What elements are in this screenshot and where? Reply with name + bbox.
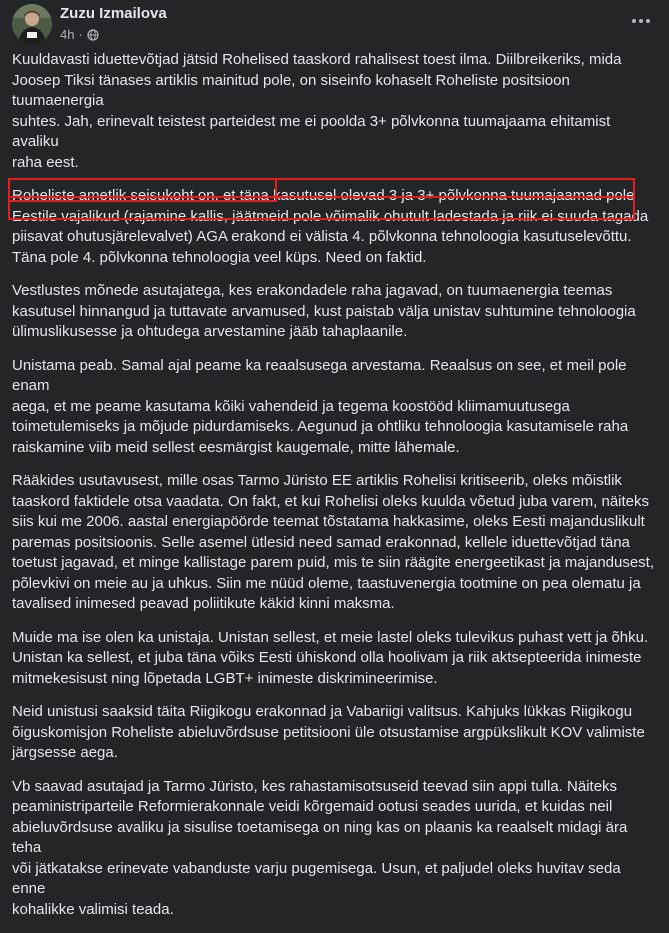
avatar-image: [12, 4, 52, 44]
post-header: [12, 4, 657, 44]
meta-separator: ·: [78, 27, 83, 42]
post-paragraph: Rääkides usutavusest, mille osas Tarmo Jüristo EE artiklis Rohelisi kritiseerib, oleks mõistlik taaskord faktidele otsa vaadata. On fakt, et kui Rohelisi oleks kuulda võetud juba varem, näiteks siis kui me 2006. aastal energiapöörde teemat tõstatama hakkasime, oleks Eesti majanduslikult paremas positsioonis. Selle asemel ütlesid need samad erakonnad, kellele iduettevõtjad täna toetust jagavad, et minge kallistage parem puid, mis te siin räägite energeetikast ja majandusest, põlevkivi on meie au ja uhkus. Siin me nüüd oleme, taastuvenergia tootmine on pea olematu ja tavalised inimesed peavad poliitikute käkid kinni maksma.: [12, 472, 655, 612]
more-horizontal-icon: [632, 19, 636, 23]
avatar[interactable]: [12, 4, 52, 44]
post-paragraph: Vb saavad asutajad ja Tarmo Jüristo, kes rahastamisotsuseid teevad siin appi tulla. Näiteks peaministriparteile Reformierakonnale veidi kõrgemaid ootusi seades uurida, et kuidas neil abieluvõrdsuse avaliku ja sisulise toetamisega on ning kas on plaanis ka reaalselt midagi ära teha või jätkatakse erinevate vabanduste varju pugemisega. Usun, et paljudel oleks huvitav seda enne kohalikke valimisi teada.: [12, 777, 628, 918]
more-dot: [639, 19, 643, 23]
post-meta: [60, 27, 99, 42]
post-time[interactable]: 4h: [60, 27, 75, 42]
post-paragraph: Vestlustes mõnede asutajatega, kes erakondadele raha jagavad, on tuumaenergia teemas kasutusel hinnangud ja tuttavate arvamused, kust paistab välja unistav suhtumine tehnoloogia ülimuslikusesse ja ohtudega arvestamine jääb tahaplaanile.: [12, 282, 636, 340]
author-name[interactable]: Zuzu Izmailova: [60, 5, 167, 22]
post-paragraph: Unistama peab. Samal ajal peame ka reaalsusega arvestama. Reaalsus on see, et meil pole enam aega, et me peame kasutama kõiki vahendeid ja tegema koostööd kliimamuutusega toimetulemiseks ja mõjude pidurdamiseks. Aegunud ja ohtliku tehnoloogia kasutamisele raha raiskamine viib meid sellest eesmärgist kaugemale, mitte lähemale.: [12, 356, 629, 456]
post-paragraph: Kuuldavasti iduettevõtjad jätsid Rohelised taaskord rahalisest toest ilma. Diilbreikeriks, mida Joosep Tiksi tänases artiklis mainitud pole, on siseinfo kohaselt Roheliste positsioon tuumaenergia suhtes. Jah, erinevalt teistest parteidest me ei poolda 3+ põlvkonna tuumajaama ehitamist avaliku raha eest.: [12, 51, 622, 171]
more-options-button[interactable]: [627, 10, 655, 32]
post-body: [12, 50, 657, 933]
post-paragraph: Roheliste ametlik seisukoht on, et täna kasutusel olevad 3 ja 3+ põlvkonna tuumajaamad pole Eestile vajalikud (rajamine kallis, jäätmeid pole võimalik ohutult ladestada ja riik ei suuda tagada piisavat ohutusjärelevalvet) AGA erakond ei välista 4. põlvkonna tehnoloogia kasutuselevõttu. Täna pole 4. põlvkonna tehnoloogia veel küps. Need on faktid.: [12, 187, 649, 266]
post-paragraph: Muide ma ise olen ka unistaja. Unistan sellest, et meie lastel oleks tulevikus puhast vett ja õhku. Unistan ka sellest, et juba täna võiks Eesti ühiskond olla hoolivam ja riik aktsepteerida inimeste mitmekesisust ning lõpetada LGBT+ inimeste diskrimineerimise.: [12, 628, 649, 687]
more-dot: [646, 19, 650, 23]
globe-icon[interactable]: [87, 29, 99, 41]
post-paragraph: Neid unistusi saaksid täita Riigikogu erakonnad ja Vabariigi valitsus. Kahjuks lükkas Riigikogu õiguskomisjon Roheliste abieluvõrdsuse petitsiooni üle otsustamise argpükslikult KOV valimiste järgsesse aega.: [12, 703, 645, 761]
